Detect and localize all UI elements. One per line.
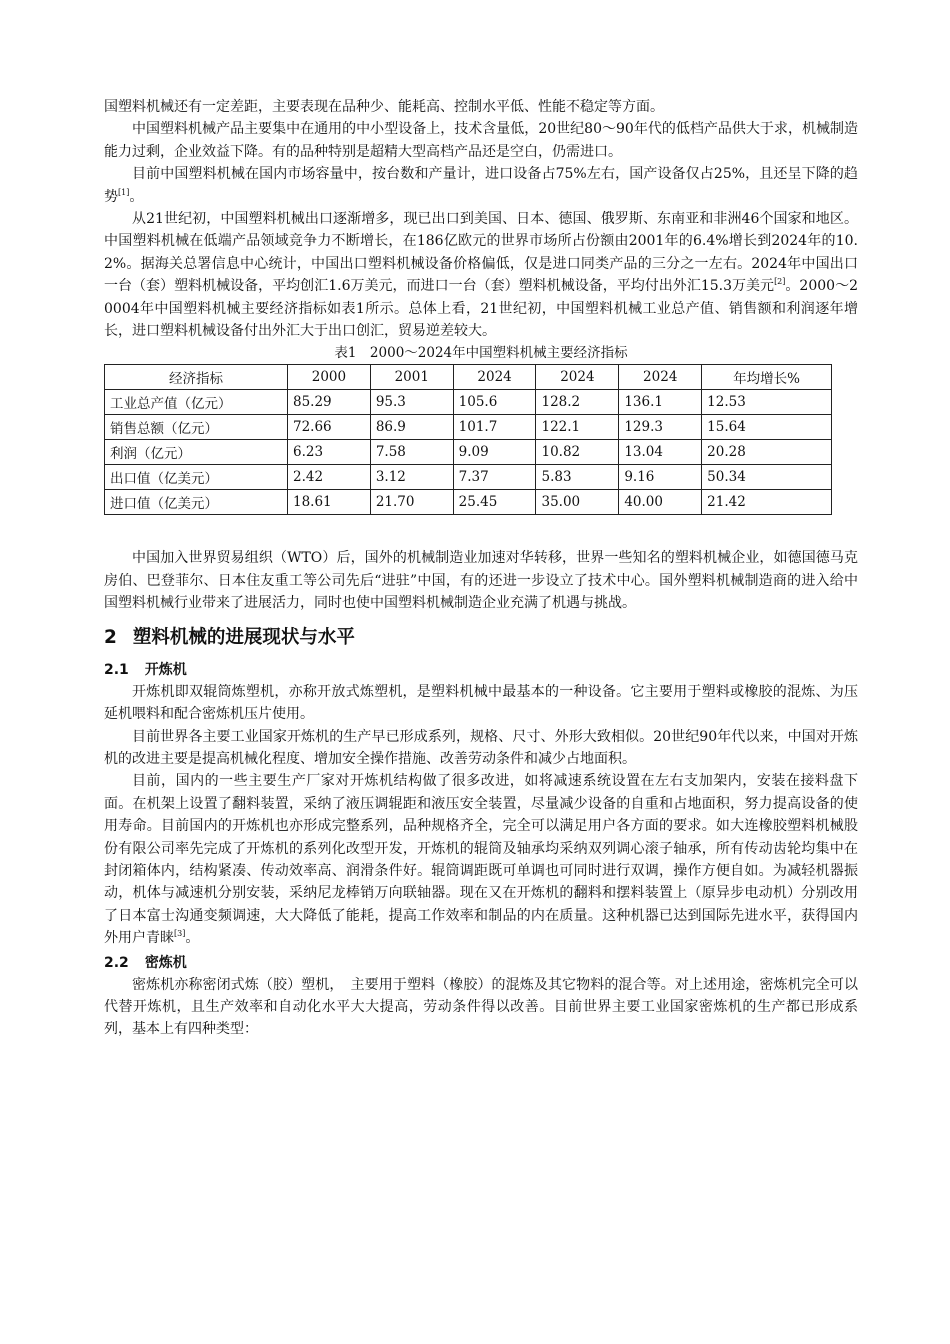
table-row: [105, 440, 832, 465]
citation-ref-3: [3]: [174, 929, 186, 939]
table-cell: 13.04: [619, 440, 702, 465]
table-cell: 129.3: [619, 415, 702, 440]
paragraph-export-growth-tail: 。2000～20004年中国塑料机械主要经济指标如表1所示。总体上看，21世纪初，中国塑料机械工业总产值、销售额和利润逐年增长，进口塑料机械设备付出外汇大于出口创汇，贸易逆差较大。: [104, 278, 858, 340]
table-cell: 进口值（亿美元）: [105, 490, 288, 515]
table-cell: 105.6: [453, 390, 536, 415]
table-cell: 9.09: [453, 440, 536, 465]
table-header-cell: 2024: [536, 365, 619, 390]
table-spacer: [104, 515, 858, 547]
paragraph-open-mill-definition: 开炼机即双辊筒炼塑机，亦称开放式炼塑机，是塑料机械中最基本的一种设备。它主要用于塑料或橡胶的混炼、为压延机喂料和配合密炼机压片使用。: [104, 683, 858, 723]
table-cell: 86.9: [370, 415, 453, 440]
table-header-cell: 经济指标: [105, 365, 288, 390]
table-cell: 40.00: [619, 490, 702, 515]
paragraph-internal-mixer: 密炼机亦称密闭式炼（胶）塑机， 主要用于塑料（橡胶）的混炼及其它物料的混合等。对上述用途，密炼机完全可以代替开炼机，且生产效率和自动化水平大大提高，劳动条件得以改善。目前世界主要工业国家密炼机的生产都已形成系列，基本上有四种类型：: [104, 976, 858, 1038]
table-cell: 6.23: [288, 440, 371, 465]
section-2-2-number: 2.2: [104, 954, 129, 971]
section-2-1-title: 开炼机: [144, 661, 187, 678]
table-cell: 21.42: [702, 490, 832, 515]
paragraph-export-growth: [104, 208, 858, 342]
table-header-row: [105, 365, 832, 390]
paragraph-open-mill-domestic-tail: 。: [185, 930, 200, 947]
section-2-2-heading: [104, 952, 858, 974]
table-cell: 72.66: [288, 415, 371, 440]
table-cell: 15.64: [702, 415, 832, 440]
paragraph-open-mill-improvements: 目前世界各主要工业国家开炼机的生产早已形成系列，规格、尺寸、外形大致相似。20世纪90年代以来，中国对开炼机的改进主要是提高机械化程度、增加安全操作措施、改善劳动条件和减少占地面积。: [104, 728, 858, 767]
table-cell: 3.12: [370, 465, 453, 490]
table-cell: 20.28: [702, 440, 832, 465]
table-cell: 25.45: [453, 490, 536, 515]
table-cell: 122.1: [536, 415, 619, 440]
paragraph-product-structure: 中国塑料机械产品主要集中在通用的中小型设备上，技术含量低，20世纪80～90年代的低档产品供大于求，机械制造能力过剩，企业效益下降。有的品种特别是超精大型高档产品还是空白，仍需进口。: [104, 121, 858, 160]
document-page: [104, 96, 858, 1041]
table-cell: 21.70: [370, 490, 453, 515]
table-cell: 9.16: [619, 465, 702, 490]
table-cell: 工业总产值（亿元）: [105, 390, 288, 415]
paragraph-open-mill-domestic-text: 目前，国内的一些主要生产厂家对开炼机结构做了很多改进，如将减速系统设置在左右支加架内，安装在接料盘下面。在机架上设置了翻料装置，采纳了液压调辊距和液压安全装置，尽量减少设备的自重和占地面积，努力提高设备的使用寿命。目前国内的开炼机也亦形成完整系列，品种规格齐全，完全可以满足用户各方面的要求。如大连橡胶塑料机械股份有限公司率先完成了开炼机的系列化改型开发，开炼机的辊筒及轴承均采纳双列调心滚子轴承，所有传动齿轮均集中在封闭箱体内，结构紧凑、传动效率高、润滑条件好。辊筒调距既可单调也可同时进行双调，操作方便自如。为减轻机器振动，机体与减速机分别安装，采纳尼龙棒销万向联轴器。现在又在开炼机的翻料和摆料装置上（原异步电动机）分别改用了日本富士沟通变频调速，大大降低了能耗，提高工作效率和制品的内在质量。这种机器已达到国际先进水平，获得国内外用户青睐: [104, 773, 858, 947]
paragraph-wto: 中国加入世界贸易组织（WTO）后，国外的机械制造业加速对华转移，世界一些知名的塑料机械企业，如德国德马克房伯、巴登菲尔、日本住友重工等公司先后“进驻”中国，有的还进一步设立了技术中心。国外塑料机械制造商的进入给中国塑料机械行业带来了进展活力，同时也使中国塑料机械制造企业充满了机遇与挑战。: [104, 550, 858, 612]
paragraph-export-growth-text: 从21世纪初，中国塑料机械出口逐渐增多，现已出口到美国、日本、德国、俄罗斯、东南亚和非洲46个国家和地区。中国塑料机械在低端产品领域竞争力不断增长，在186亿欧元的世界市场所占份额由2001年的6.4%增长到2024年的10.2%。据海关总署信息中心统计，中国出口塑料机械设备价格偏低，仅是进口同类产品的三分之一左右。2024年中国出口一台（套）塑料机械设备，平均创汇1.6万美元，而进口一台（套）塑料机械设备，平均付出外汇15.3万美元: [104, 211, 858, 295]
paragraph-market-share: [104, 163, 858, 208]
section-2-heading: [104, 625, 858, 651]
table-cell: 85.29: [288, 390, 371, 415]
table-cell: 5.83: [536, 465, 619, 490]
table-cell: 销售总额（亿元）: [105, 415, 288, 440]
table-cell: 出口值（亿美元）: [105, 465, 288, 490]
table-header-cell: 2024: [453, 365, 536, 390]
section-2-title: 塑料机械的进展现状与水平: [132, 626, 355, 648]
section-2-number: 2: [104, 626, 117, 648]
citation-ref-1: [1]: [118, 187, 130, 197]
table-header-cell: 2000: [288, 365, 371, 390]
table-cell: 136.1: [619, 390, 702, 415]
table-cell: 18.61: [288, 490, 371, 515]
table-cell: 101.7: [453, 415, 536, 440]
table-cell: 10.82: [536, 440, 619, 465]
economic-indicators-table: [104, 364, 832, 515]
paragraph-intro-continued: 国塑料机械还有一定差距，主要表现在品种少、能耗高、控制水平低、性能不稳定等方面。: [104, 99, 664, 115]
table-cell: 12.53: [702, 390, 832, 415]
paragraph-market-share-text: 目前中国塑料机械在国内市场容量中，按台数和产量计，进口设备占75%左右，国产设备仅占25%，且还呈下降的趋势: [104, 166, 858, 205]
table-cell: 50.34: [702, 465, 832, 490]
table-row: [105, 415, 832, 440]
table-row: [105, 465, 832, 490]
table-header-cell: 2001: [370, 365, 453, 390]
table-cell: 7.37: [453, 465, 536, 490]
table-cell: 利润（亿元）: [105, 440, 288, 465]
table-cell: 128.2: [536, 390, 619, 415]
table-row: [105, 490, 832, 515]
paragraph-market-share-tail: 。: [129, 188, 144, 205]
section-2-1-heading: [104, 659, 858, 681]
section-2-1-number: 2.1: [104, 661, 129, 678]
table-header-cell: 2024: [619, 365, 702, 390]
paragraph-open-mill-domestic: [104, 770, 858, 949]
citation-ref-2: [2]: [774, 277, 786, 287]
table-cell: 2.42: [288, 465, 371, 490]
table-caption: 表1 2000～2024年中国塑料机械主要经济指标: [334, 345, 628, 362]
table-header-cell: 年均增长%: [702, 365, 832, 390]
table-cell: 7.58: [370, 440, 453, 465]
table-row: [105, 390, 832, 415]
section-2-2-title: 密炼机: [144, 954, 187, 971]
table-cell: 35.00: [536, 490, 619, 515]
table-cell: 95.3: [370, 390, 453, 415]
